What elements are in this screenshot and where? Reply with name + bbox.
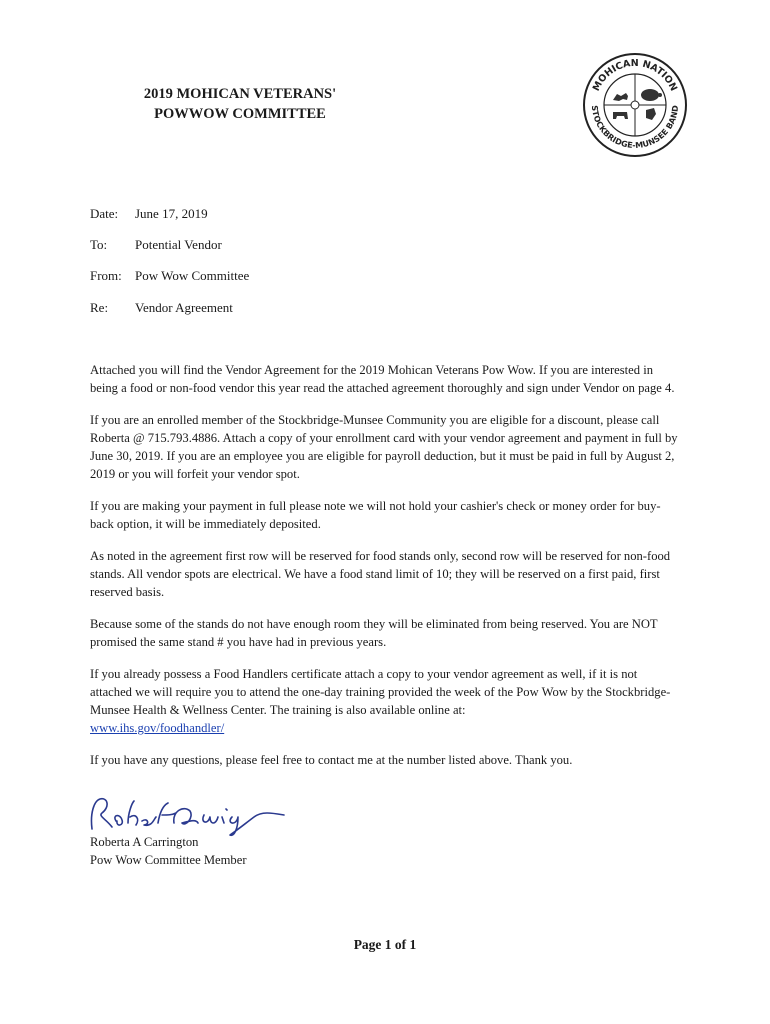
wolf-icon	[613, 93, 628, 101]
from-value: Pow Wow Committee	[135, 268, 250, 283]
food-handlers-text: If you already possess a Food Handlers certificate attach a copy to your vendor agreement as well, if it is not attached we will require you to attend the one-day training provided the week of the Pow Wow by the Stockbridge-Munsee Health & Wellness Center. The training is also available online at:	[90, 667, 671, 717]
letter-title	[90, 84, 390, 124]
food-handler-link[interactable]: www.ihs.gov/foodhandler/	[90, 721, 225, 735]
signer-name: Roberta A Carrington	[90, 835, 199, 849]
paragraph-rows: As noted in the agreement first row will be reserved for food stands only, second row will be reserved for non-food stands. All vendor spots are electrical. We have a food stand limit of 10; they will be reserved on a first paid, first reserved basis.	[90, 549, 671, 599]
paragraph-closing: If you have any questions, please feel free to contact me at the number listed above. Thank you.	[90, 753, 573, 767]
letter-body	[90, 361, 680, 783]
date-label: Date:	[90, 206, 119, 221]
memo-from	[90, 267, 249, 284]
paragraph-payment: If you are making your payment in full please note we will not hold your cashier's check or money order for buy-back option, it will be immediately deposited.	[90, 499, 661, 531]
title-line-2: POWWOW COMMITTEE	[154, 106, 326, 122]
re-value: Vendor Agreement	[135, 300, 233, 315]
paragraph-discount: If you are an enrolled member of the Stockbridge-Munsee Community you are eligible for a discount, please call Roberta @ 715.793.4886. Attach a copy of your enrollment card with your vendor agreement and payment in full by June 30, 2019. If you are an employee you are eligible for payroll deduction, but it must be paid in full by August 2, 2019 or you will forfeit your vendor spot.	[90, 413, 678, 481]
from-label: From:	[90, 268, 122, 283]
signer-role: Pow Wow Committee Member	[90, 853, 247, 867]
signer-block	[90, 833, 247, 869]
seal-top-text: MOHICAN NATION	[590, 57, 680, 93]
center-sun-icon	[631, 101, 639, 109]
date-value: June 17, 2019	[135, 206, 208, 221]
memo-to	[90, 236, 222, 253]
bear-icon	[613, 112, 628, 119]
turkey-icon	[646, 108, 656, 120]
page-number: Page 1 of 1	[353, 937, 417, 952]
title-line-1: 2019 MOHICAN VETERANS'	[143, 86, 337, 102]
turtle-icon	[641, 89, 662, 101]
re-label: Re:	[90, 300, 109, 315]
memo-re	[90, 299, 233, 316]
memo-date	[90, 205, 208, 222]
to-label: To:	[90, 237, 108, 252]
paragraph-intro: Attached you will find the Vendor Agreement for the 2019 Mohican Veterans Pow Wow. If you are interested in being a food or non-food vendor this year read the attached agreement thoroughly and sign under Vendor on page 4.	[90, 363, 675, 395]
mohican-nation-seal	[582, 52, 688, 158]
paragraph-food-handlers	[90, 665, 680, 737]
to-value: Potential Vendor	[135, 237, 222, 252]
paragraph-stands: Because some of the stands do not have enough room they will be eliminated from being reserved. You are NOT promised the same stand # you have had in previous years.	[90, 617, 658, 649]
seal-bottom-text: STOCKBRIDGE-MUNSEE BAND	[589, 104, 681, 151]
